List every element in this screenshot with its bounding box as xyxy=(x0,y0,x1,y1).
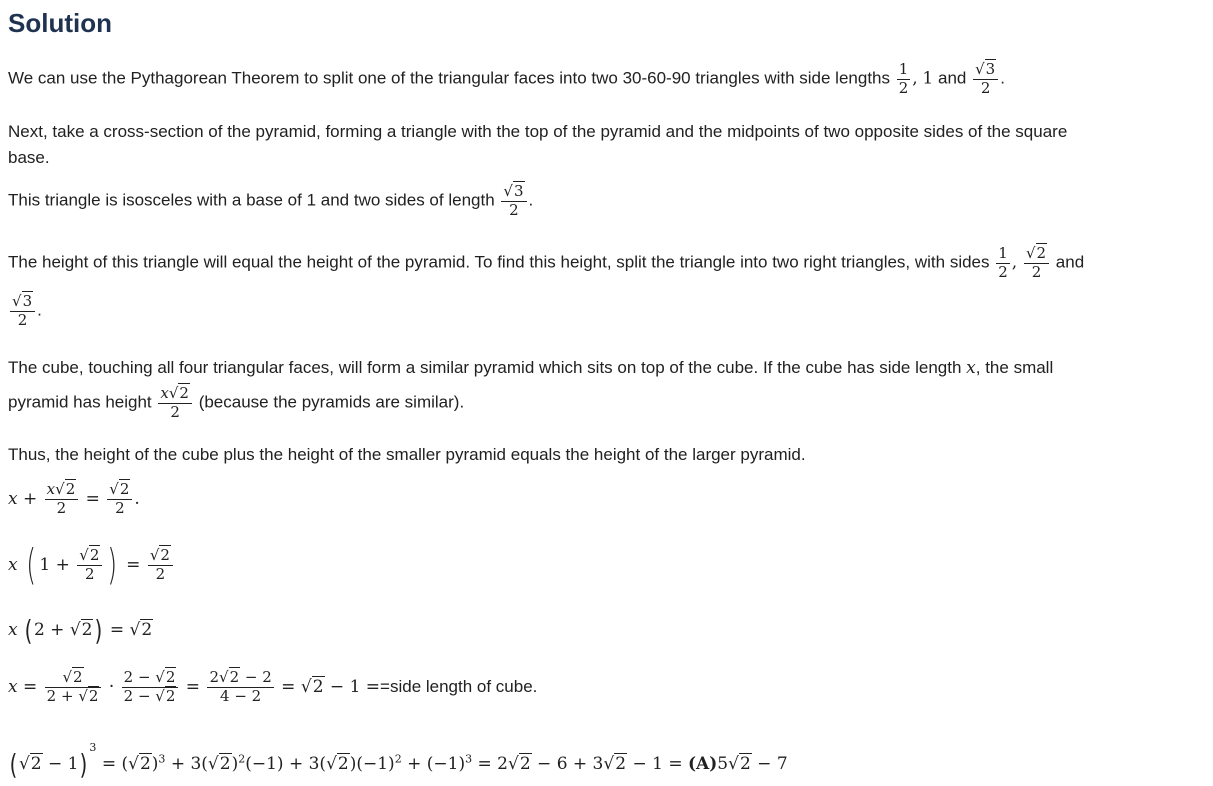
answer-label: (A) xyxy=(687,754,718,774)
solution-heading: Solution xyxy=(8,8,112,38)
paragraph-isosceles: This triangle is isosceles with a base of 1 and two sides of length $\frac{√3}{2}$ . xyxy=(8,182,534,219)
paragraph-thus: Thus, the height of the cube plus the height of the smaller pyramid equals the height of the larger pyramid. xyxy=(8,445,806,464)
equation-5: (√2 − 1) $^3 = (√2)^3 + 3(√2)^2(-1) + 3(√2)(-1)^2 + (-1)^3 = 2√2 - 6 + 3√2 - 1 = (A)5√2 - 7$ xyxy=(9,741,788,781)
fraction-one-half: $\frac{1}{2}$ xyxy=(898,60,909,97)
fraction-sqrt3-over-2: $\frac{√3}{2}$ xyxy=(501,184,526,219)
equation-note: =side length of cube. xyxy=(380,676,538,696)
equation-1: x + $\frac{x√2}{2}$ = $\frac{√2}{2}$ . xyxy=(8,480,140,517)
paragraph-small-pyramid: pyramid has height $\frac{x√2}{2}$ (because the pyramids are similar). xyxy=(8,384,465,421)
paragraph-cube: The cube, touching all four triangular faces, will form a similar pyramid which sits on top of the cube. If the cube has side length x, the small xyxy=(8,358,1054,378)
equation-4: x = $\frac{√2}{2 + √2}$ · $\frac{2 - √2}{2 - √2}$ = $\frac{2√2 - 2}{4 - 2}$ = √2 − 1 ==side length of cube. xyxy=(8,668,538,705)
fraction-x-sqrt2-over-2: $\frac{x√2}{2}$ xyxy=(158,386,192,421)
and-word: and xyxy=(937,68,967,88)
fraction-sqrt2-over-2: $\frac{√2}{2}$ xyxy=(1024,246,1049,281)
fraction-one-half: $\frac{1}{2}$ xyxy=(998,244,1008,281)
equation-3: x (2 + √2) = √2 xyxy=(8,613,153,647)
paragraph-text: The cube, touching all four triangular faces, will form a similar pyramid which sits on top of the cube. If the cube has side length xyxy=(8,358,962,377)
paragraph-text: pyramid has height xyxy=(8,392,152,412)
equation-2: x ( 1 + $\frac{√2}{2}$ ) = $\frac{√2}{2}$ xyxy=(8,548,175,583)
paragraph-text: We can use the Pythagorean Theorem to split one of the triangular faces into two 30-60-90 triangles with side lengths xyxy=(8,68,890,88)
fraction-sqrt3-over-2: $\frac{√3}{2}$ xyxy=(10,294,35,329)
paragraph-height-of-triangle: The height of this triangle will equal the height of the pyramid. To find this height, split the triangle into two right triangles, with sides $\frac{1}{2}$ , $\frac{√2}{2}$ and xyxy=(8,244,1085,281)
paragraph-line: Next, take a cross-section of the pyramid, forming a triangle with the top of the pyramid and the midpoints of two opposite sides of the square xyxy=(8,122,1068,141)
and-word: and xyxy=(1055,252,1085,272)
value-one: 1 xyxy=(922,68,934,89)
paragraph-cross-section xyxy=(8,122,1067,168)
fraction-sqrt3-over-2: $\frac{√3}{2}$ xyxy=(973,62,998,97)
variable-x: x xyxy=(966,358,976,378)
paragraph-line: base. xyxy=(8,148,50,167)
paragraph-height-continued: $\frac{√3}{2}$ . xyxy=(12,292,42,329)
paragraph-pythagorean: We can use the Pythagorean Theorem to split one of the triangular faces into two 30-60-90 triangles with side lengths $\frac{1}{2}$ , 1 and $\frac{√3}{2}$ . xyxy=(8,60,1005,97)
paragraph-text: The height of this triangle will equal the height of the pyramid. To find this height, split the triangle into two right triangles, with sides xyxy=(8,252,990,272)
paragraph-text: This triangle is isosceles with a base of 1 and two sides of length xyxy=(8,190,495,210)
